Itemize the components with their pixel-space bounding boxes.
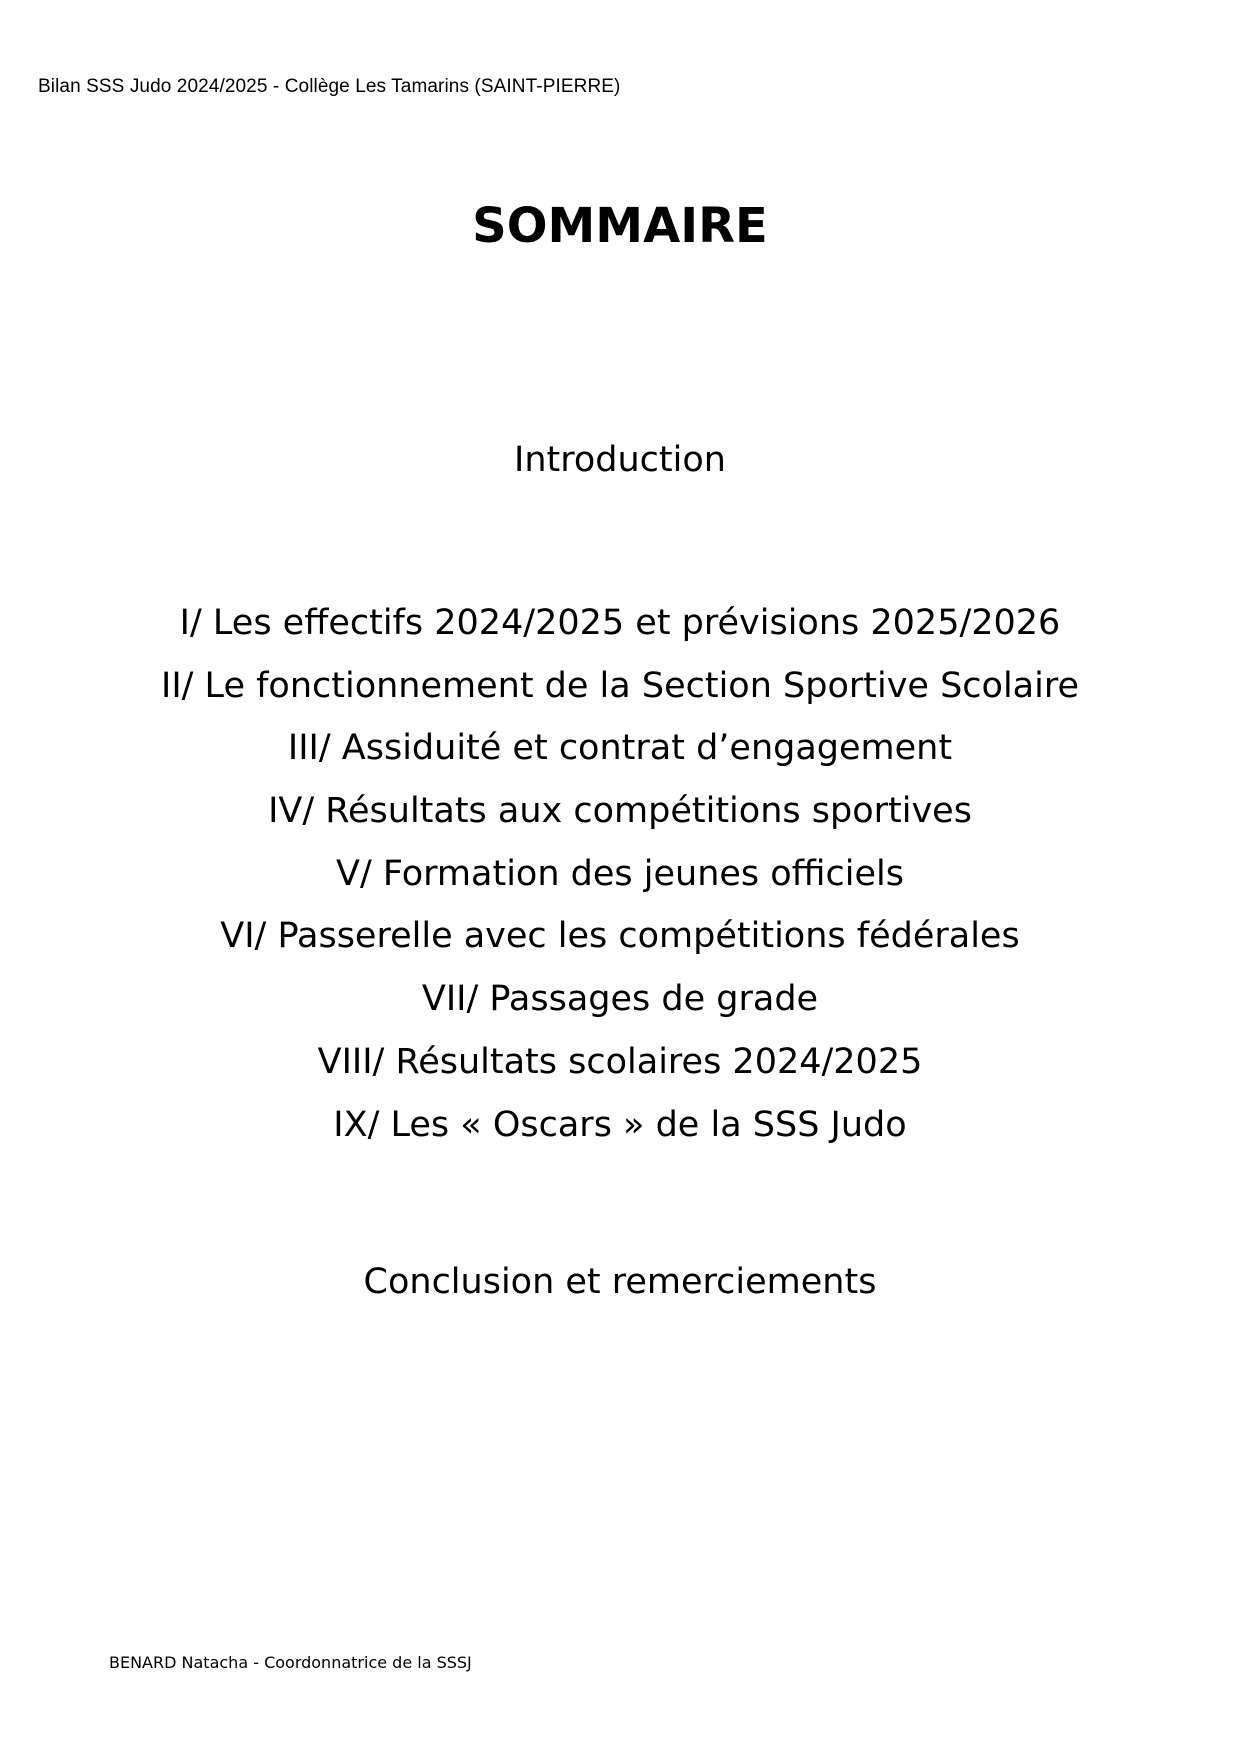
page-header: Bilan SSS Judo 2024/2025 - Collège Les Tamarins (SAINT-PIERRE) (38, 76, 621, 97)
toc-section-6: VI/ Passerelle avec les compétitions fédérales (220, 916, 1020, 957)
toc-section-7: VII/ Passages de grade (421, 979, 819, 1020)
toc-section-4: IV/ Résultats aux compétitions sportives (268, 791, 972, 832)
table-of-contents (0, 600, 1240, 1164)
toc-conclusion: Conclusion et remerciements (363, 1262, 877, 1302)
page-title: SOMMAIRE (472, 198, 768, 254)
toc-section-3: III/ Assiduité et contrat d’engagement (287, 728, 953, 769)
toc-section-5: V/ Formation des jeunes officiels (336, 853, 904, 894)
toc-section-2: II/ Le fonctionnement de la Section Sportive Scolaire (161, 665, 1079, 706)
toc-section-1: I/ Les effectifs 2024/2025 et prévisions 2025/2026 (179, 603, 1061, 643)
page-footer: BENARD Natacha - Coordonnatrice de la SSSJ (109, 1653, 472, 1672)
toc-section-8: VIII/ Résultats scolaires 2024/2025 (317, 1041, 923, 1082)
toc-introduction: Introduction (514, 440, 726, 480)
toc-section-9: IX/ Les « Oscars » de la SSS Judo (333, 1104, 907, 1145)
